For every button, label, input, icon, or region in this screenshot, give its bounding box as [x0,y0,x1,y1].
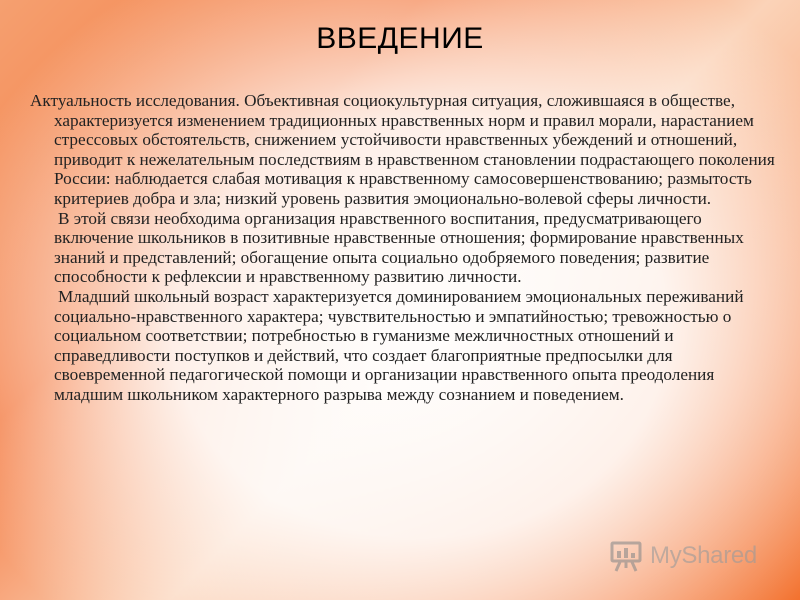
paragraph-relevance: Актуальность исследования. Объективная социокультурная ситуация, сложившаяся в обществе, характеризуется изменением традиционных нравственных норм и правил морали, нарастанием стрессовых обстоятельств, снижением устойчивости нравственных убеждений и отношений, приводит к нежелательным последствиям в нравственном становлении подрастающего поколения России: наблюдается слабая мотивация к нравственному самосовершенствованию; размытость критериев добра и зла; низкий уровень развития эмоционально-волевой сферы личности. [30,91,775,208]
paragraph-age: Младший школьный возраст характеризуется доминированием эмоциональных переживаний социально-нравственного характера; чувствительностью и эмпатийностью; тревожностью о социальном соответствии; потребностью в гуманизме межличностных отношений и справедливости поступков и действий, что создает благоприятные предпосылки для своевременной педагогической помощи и организации нравственного опыта преодоления младшим школьником характерного разрыва между сознанием и поведением. [54,286,744,404]
watermark [608,536,757,576]
paragraph-upbringing: В этой связи необходима организация нравственного воспитания, предусматривающего включение школьников в позитивные нравственные отношения; формирование нравственных знаний и представлений; обогащение опыта социально одобряемого поведения; развитие способности к рефлексии и нравственному развитию личности. [54,208,744,287]
watermark-text: MyShared [650,542,757,569]
slide-title: ВВЕДЕНИЕ [316,22,484,55]
presentation-board-icon [608,538,644,574]
slide-body [30,91,775,405]
